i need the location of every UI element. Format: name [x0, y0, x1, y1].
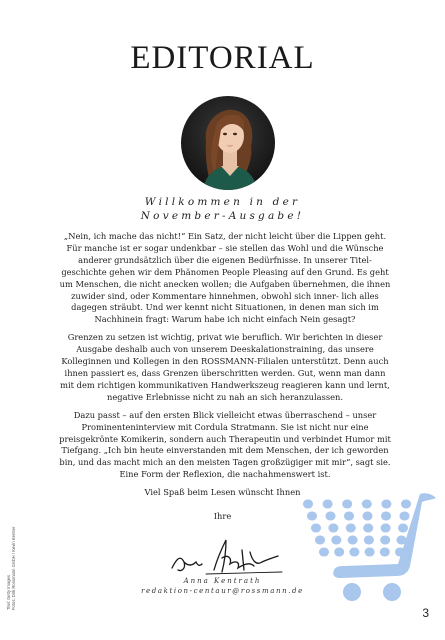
editorial-body: [58, 231, 392, 487]
author-name: Anna Kentrath: [183, 577, 262, 585]
cart-dot: [348, 536, 358, 545]
shopping-cart-icon: [300, 488, 440, 604]
cart-dot: [381, 524, 391, 533]
cart-dot: [344, 512, 354, 521]
cart-dot: [349, 548, 359, 557]
photo-credit: [6, 490, 16, 610]
cart-dot: [334, 548, 344, 557]
paragraph: „Nein, ich mache das nicht!“ Ein Satz, der nicht leicht über die Lippen geht. Für manche ist er sogar undenkbar – sie stellen das Wohl und die Wünsche anderer grundsätzlich über die eigenen Bedürfnisse. In unserer Titel- geschichte gehen wir dem Phänomen People Pleasing auf den Grund. Es geht um Menschen, die nicht anecken wollen; die Aufgaben übernehmen, die ihnen zuwider sind, oder Kommentare hinnehmen, obwohl sich inner- lich alles dagegen sträubt. Und wer kennt nicht Situationen, in denen man sich im Nachhinein fragt: Warum habe ich nicht einfach Nein gesagt?: [59, 231, 391, 325]
cart-dot: [326, 512, 336, 521]
cart-dot: [328, 524, 338, 533]
cart-dot: [395, 548, 405, 557]
author-email[interactable]: redaktion-centaur@rossmann.de: [141, 587, 304, 595]
signature: [166, 532, 286, 580]
cart-dot: [380, 548, 390, 557]
greeting-line-2: November-Ausgabe!: [140, 210, 305, 222]
cart-dot: [307, 512, 317, 521]
cart-dot: [381, 500, 391, 509]
author-portrait: [181, 96, 275, 190]
cart-dot: [381, 512, 391, 521]
greeting: [0, 195, 445, 223]
cart-dot: [398, 524, 408, 533]
paragraph: Dazu passt – auf den ersten Blick vielleicht etwas überraschend – unser Prominenteninterview mit Cordula Stratmann. Sie ist nicht nur eine preisgekrönte Komikerin, sondern auch Therapeutin und verbindet Humor mit Tiefgang. „Ich bin heute einverstanden mit dem Menschen, der ich geworden bin, und das macht mich an den meisten Tagen großzügiger mit mir“, sagt sie. Eine Form der Reflexion, die nachahmenswert ist.: [59, 409, 391, 480]
cart-dot: [397, 536, 407, 545]
closing-ihre: Ihre: [213, 511, 232, 521]
cart-dot: [315, 536, 325, 545]
cart-dot: [323, 500, 333, 509]
cart-dot: [319, 548, 329, 557]
cart-dot: [363, 512, 373, 521]
greeting-line-1: Willkommen in der: [144, 196, 301, 208]
cart-dot: [311, 524, 321, 533]
cart-dot: [303, 500, 313, 509]
cart-dot: [363, 524, 373, 533]
cart-dot: [362, 500, 372, 509]
cart-dot: [342, 500, 352, 509]
page-number: 3: [422, 606, 429, 620]
cart-dot: [365, 548, 375, 557]
paragraph: Grenzen zu setzen ist wichtig, privat wie beruflich. Wir berichten in dieser Ausgabe deshalb auch von unserem Deeskalationstraining, das unsere Kolleginnen und Kollegen in den ROSSMANN-Filialen unterstützt. Denn auch ihnen passiert es, dass Grenzen überschritten werden. Gut, wenn man dann mit dem richtigen kommunikativen Handwerkszeug reagieren kann und lernt, negative Erlebnisse nicht zu nah an sich heranzulassen.: [60, 332, 390, 402]
page-title: EDITORIAL: [130, 40, 315, 77]
credit-line-1: Titel: Getty Images: [6, 575, 11, 610]
cart-dot: [380, 536, 390, 545]
cart-dot: [331, 536, 341, 545]
closing-wish: Viel Spaß beim Lesen wünscht Ihnen: [144, 487, 301, 497]
cart-dot: [400, 512, 410, 521]
credit-line-2: Fotos: Dirk Rossmann GmbH / Kevin Kemter: [11, 526, 16, 610]
cart-dot: [401, 500, 411, 509]
cart-dot: [346, 524, 356, 533]
cart-dot: [364, 536, 374, 545]
